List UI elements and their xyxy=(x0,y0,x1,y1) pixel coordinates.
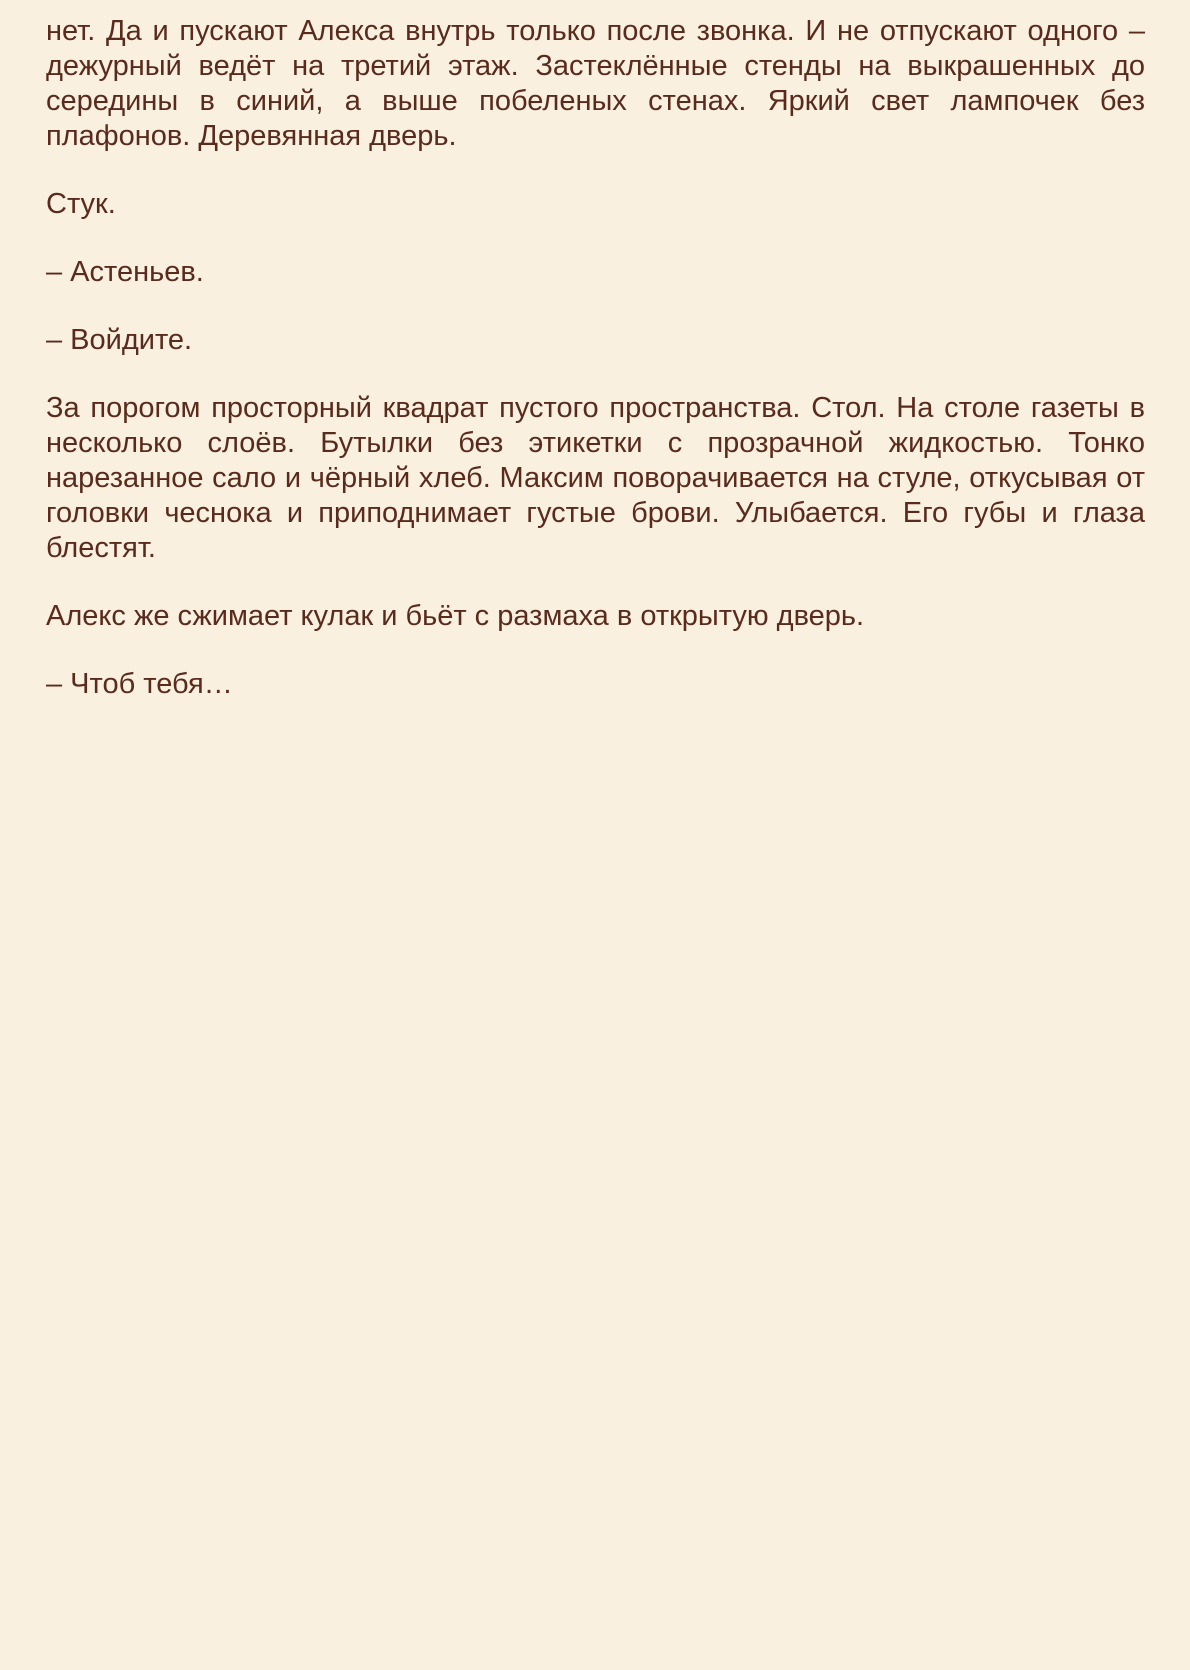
paragraph-6: Алекс же сжимает кулак и бьёт с размаха в открытую дверь. xyxy=(46,600,865,632)
paragraph-7: – Чтоб тебя… xyxy=(46,668,233,700)
paragraph-4: – Войдите. xyxy=(46,324,193,356)
paragraph-1: нет. Да и пускают Алекса внутрь только после звонка. И не отпускают одного – дежурный ведёт на третий этаж. Застеклённые стенды на выкрашенных до середины в синий, а выше побеленых стенах. Яркий свет лампочек без плафонов. Деревянная дверь. xyxy=(46,15,1145,152)
paragraph-5: За порогом просторный квадрат пустого пространства. Стол. На столе газеты в несколько слоёв. Бутылки без этикетки с прозрачной жидкостью. Тонко нарезанное сало и чёрный хлеб. Максим поворачивается на стуле, откусывая от головки чеснока и приподнимает густые брови. Улыбается. Его губы и глаза блестят. xyxy=(46,392,1145,564)
paragraph-2: Стук. xyxy=(46,188,116,220)
paragraph-3: – Астеньев. xyxy=(46,256,204,288)
